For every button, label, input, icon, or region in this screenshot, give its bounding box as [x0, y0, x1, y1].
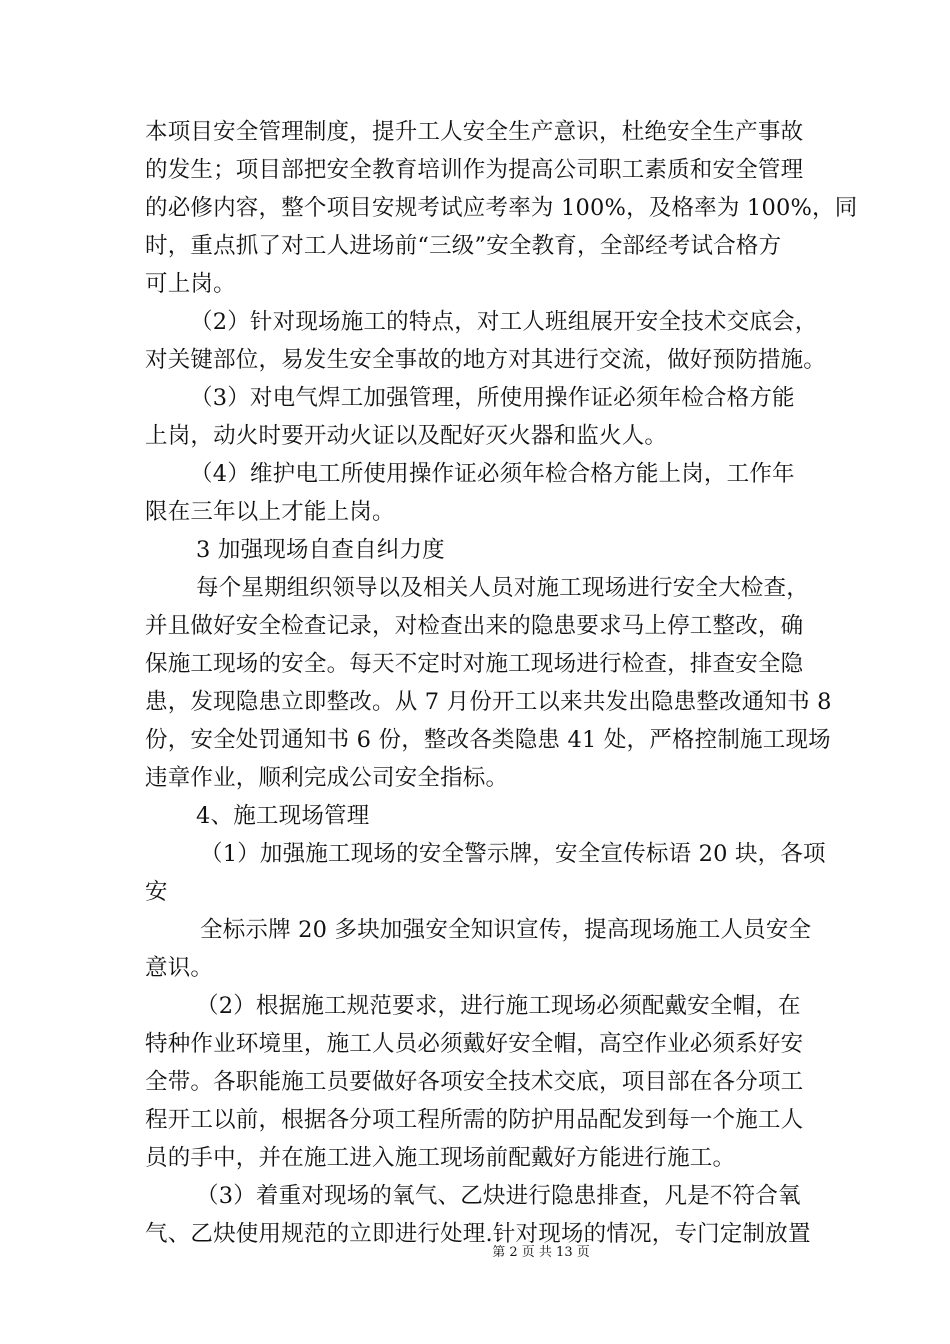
section-heading: 4、施工现场管理: [196, 803, 370, 829]
paragraph-line: 员的手中，并在施工进入施工现场前配戴好方能进行施工。: [145, 1145, 736, 1171]
paragraph-line: 的发生；项目部把安全教育培训作为提高公司职工素质和安全管理: [145, 157, 804, 183]
section-heading: 3 加强现场自查自纠力度: [196, 537, 445, 563]
paragraph-line: 患，发现隐患立即整改。从 7 月份开工以来共发出隐患整改通知书 8: [145, 689, 832, 715]
paragraph-line: （3）着重对现场的氧气、乙炔进行隐患排查，凡是不符合氧: [196, 1183, 801, 1209]
paragraph-line: 程开工以前，根据各分项工程所需的防护用品配发到每一个施工人: [145, 1107, 804, 1133]
paragraph-line: 对关键部位，易发生安全事故的地方对其进行交流，做好预防措施。: [145, 347, 827, 373]
page-number-footer: 第 2 页 共 13 页: [492, 1245, 590, 1260]
paragraph-line: 气、乙炔使用规范的立即进行处理.针对现场的情况，专门定制放置: [145, 1221, 811, 1247]
paragraph-line: 全带。各职能施工员要做好各项安全技术交底，项目部在各分项工: [145, 1069, 804, 1095]
paragraph-line: （3）对电气焊工加强管理，所使用操作证必须年检合格方能: [190, 385, 795, 411]
paragraph-line: （1）加强施工现场的安全警示牌，安全宣传标语 20 块，各项: [200, 841, 826, 867]
paragraph-line: （2）针对现场施工的特点，对工人班组展开安全技术交底会，: [190, 309, 818, 335]
paragraph-line: 违章作业，顺利完成公司安全指标。: [145, 765, 509, 791]
paragraph-line: 特种作业环境里，施工人员必须戴好安全帽，高空作业必须系好安: [145, 1031, 804, 1057]
paragraph-line: 本项目安全管理制度，提升工人安全生产意识，杜绝安全生产事故: [145, 119, 804, 145]
paragraph-line: 安: [145, 879, 168, 905]
paragraph-line: 全标示牌 20 多块加强安全知识宣传，提高现场施工人员安全: [200, 917, 812, 943]
paragraph-line: 上岗，动火时要开动火证以及配好灭火器和监火人。: [145, 423, 668, 449]
paragraph-line: 保施工现场的安全。每天不定时对施工现场进行检查，排查安全隐: [145, 651, 804, 677]
paragraph-line: （2）根据施工规范要求，进行施工现场必须配戴安全帽，在: [196, 993, 801, 1019]
paragraph-line: 限在三年以上才能上岗。: [145, 499, 395, 525]
paragraph-line: 的必修内容，整个项目安规考试应考率为 100%，及格率为 100%，同: [145, 195, 858, 221]
paragraph-line: 份，安全处罚通知书 6 份，整改各类隐患 41 处，严格控制施工现场: [145, 727, 831, 753]
paragraph-line: 可上岗。: [145, 271, 236, 297]
paragraph-line: 并且做好安全检查记录，对检查出来的隐患要求马上停工整改，确: [145, 613, 804, 639]
paragraph-line: 意识。: [145, 955, 214, 981]
paragraph-line: 时，重点抓了对工人进场前“三级”安全教育，全部经考试合格方: [145, 233, 782, 259]
paragraph-line: 每个星期组织领导以及相关人员对施工现场进行安全大检查，: [196, 575, 809, 601]
paragraph-line: （4）维护电工所使用操作证必须年检合格方能上岗，工作年: [190, 461, 795, 487]
